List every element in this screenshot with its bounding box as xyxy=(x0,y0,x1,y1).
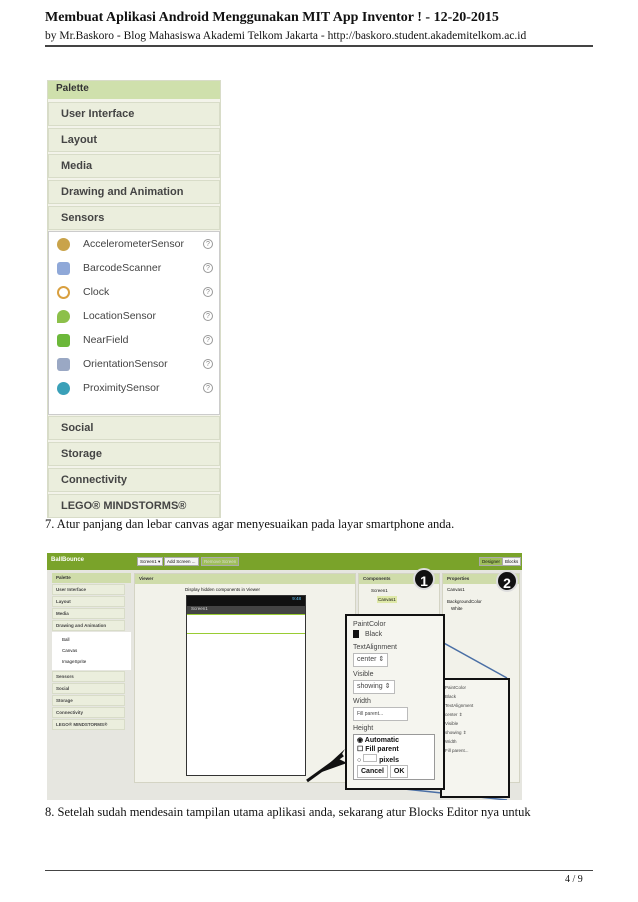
sensor-item xyxy=(49,328,219,352)
canvas-item: Canvas xyxy=(62,648,78,653)
prop-label: PaintColor xyxy=(445,685,467,690)
footer-divider xyxy=(45,870,593,871)
header-divider xyxy=(45,45,593,47)
bg-color-label: BackgroundColor xyxy=(447,599,482,604)
tree-canvas1: Canvas1 xyxy=(378,597,396,602)
properties-component: Canvas1 xyxy=(447,587,465,592)
clock-icon xyxy=(57,286,70,299)
sensor-item xyxy=(49,256,219,280)
category-sensors: Sensors xyxy=(48,206,220,230)
phone-title-bar: Screen1 xyxy=(187,606,305,614)
palette-item: Layout xyxy=(52,596,125,607)
category-social: Social xyxy=(48,416,220,440)
sensor-item xyxy=(49,352,219,376)
step-badge-2: 2 xyxy=(496,570,518,592)
prop-label: TextAlignment xyxy=(445,703,474,708)
cancel-button: Cancel xyxy=(357,765,388,778)
designer-screenshot xyxy=(47,553,522,800)
palette-item: Sensors xyxy=(52,671,125,682)
sensor-label: ProximitySensor xyxy=(83,382,160,394)
location-icon xyxy=(57,310,70,323)
palette-item: User Interface xyxy=(52,584,125,595)
document-subtitle: by Mr.Baskoro - Blog Mahasiswa Akademi Telkom Jakarta - http://baskoro.student.akademitelkom.ac.id xyxy=(45,30,527,42)
properties-header: Properties xyxy=(443,574,519,584)
properties-zoom-large xyxy=(345,614,445,790)
hidden-components-checkbox: Display hidden components in Viewer xyxy=(185,587,260,592)
pixels-option: pixels xyxy=(379,757,399,764)
sensor-label: LocationSensor xyxy=(83,310,156,322)
prop-label: Visible xyxy=(445,721,459,726)
blocks-button: Blocks xyxy=(502,557,521,566)
properties-zoom-small xyxy=(440,678,510,798)
tree-screen1: Screen1 xyxy=(371,588,388,593)
palette-item: Storage xyxy=(52,695,125,706)
palette-item: LEGO® MINDSTORMS® xyxy=(52,719,125,730)
nearfield-icon xyxy=(57,334,70,347)
sensor-list xyxy=(48,231,220,415)
help-icon: ? xyxy=(203,263,213,273)
sensor-item xyxy=(49,376,219,400)
category-layout: Layout xyxy=(48,128,220,152)
help-icon: ? xyxy=(203,239,213,249)
palette-screenshot xyxy=(47,80,221,518)
sensor-item xyxy=(49,304,219,328)
visible-select: showing ⇕ xyxy=(353,680,395,694)
category-drawing-animation: Drawing and Animation xyxy=(48,180,220,204)
category-connectivity: Connectivity xyxy=(48,468,220,492)
page-number: 4 / 9 xyxy=(565,874,583,885)
sensor-label: AccelerometerSensor xyxy=(83,238,184,250)
category-lego: LEGO® MINDSTORMS® xyxy=(48,494,220,518)
components-header: Components xyxy=(359,574,439,584)
width-field: Fill parent... xyxy=(353,707,408,721)
palette-item: Social xyxy=(52,683,125,694)
palette-item: Connectivity xyxy=(52,707,125,718)
paintcolor-value: Black xyxy=(365,631,383,638)
prop-value: showing ⇕ xyxy=(445,730,467,735)
sensor-label: Clock xyxy=(83,286,110,298)
accelerometer-icon xyxy=(57,238,70,251)
designer-button: Designer xyxy=(479,557,503,566)
help-icon: ? xyxy=(203,383,213,393)
category-media: Media xyxy=(48,154,220,178)
step-badge-1: 1 xyxy=(413,568,435,590)
sensor-label: BarcodeScanner xyxy=(83,262,162,274)
viewer-header: Viewer xyxy=(135,574,355,584)
add-screen-button: Add Screen ... xyxy=(164,557,199,566)
ok-button: OK xyxy=(390,765,409,778)
ball-item: Ball xyxy=(62,637,70,642)
help-icon: ? xyxy=(203,287,213,297)
screen-select: Screen1 ▾ xyxy=(137,557,163,566)
proximity-icon xyxy=(57,382,70,395)
palette-item: Media xyxy=(52,608,125,619)
fill-parent-option: Fill parent xyxy=(365,746,399,753)
category-storage: Storage xyxy=(48,442,220,466)
prop-value: Fill parent... xyxy=(445,748,469,753)
step-8-text: 8. Setelah sudah mendesain tampilan utama aplikasi anda, sekarang atur Blocks Editor nya untuk xyxy=(45,805,531,819)
barcode-icon xyxy=(57,262,70,275)
help-icon: ? xyxy=(203,311,213,321)
width-label: Width xyxy=(353,698,371,705)
step-7-text: 7. Atur panjang dan lebar canvas agar menyesuaikan pada layar smartphone anda. xyxy=(45,517,455,531)
orientation-icon xyxy=(57,358,70,371)
prop-value: Black xyxy=(445,694,457,699)
sensor-label: NearField xyxy=(83,334,129,346)
textalignment-select: center ⇕ xyxy=(353,653,388,667)
sensor-item xyxy=(49,280,219,304)
sensor-item xyxy=(49,232,219,256)
prop-value: center ⇕ xyxy=(445,712,463,717)
paintcolor-label: PaintColor xyxy=(353,621,386,628)
height-label: Height xyxy=(353,725,374,732)
document-title: Membuat Aplikasi Android Menggunakan MIT App Inventor ! - 12-20-2015 xyxy=(45,10,499,25)
palette-item: Drawing and Animation xyxy=(52,620,125,631)
phone-status-bar: 9:48 xyxy=(187,596,305,606)
app-name: BallBounce xyxy=(51,557,85,563)
designer-palette-header: Palette xyxy=(52,573,131,583)
remove-screen-button: Remove Screen xyxy=(201,557,239,566)
help-icon: ? xyxy=(203,359,213,369)
height-popup: ◉ Automatic ☐ Fill parent ○ pixels Cancel OK xyxy=(353,734,435,780)
bg-color-value: White xyxy=(451,606,463,611)
sensor-label: OrientationSensor xyxy=(83,358,168,370)
color-swatch xyxy=(353,630,359,638)
help-icon: ? xyxy=(203,335,213,345)
automatic-option: Automatic xyxy=(364,737,400,744)
textalignment-label: TextAlignment xyxy=(353,644,397,651)
category-user-interface: User Interface xyxy=(48,102,220,126)
imagesprite-item: ImageSprite xyxy=(62,659,87,664)
palette-header: Palette xyxy=(48,81,220,99)
prop-label: Width xyxy=(445,739,457,744)
visible-label: Visible xyxy=(353,671,374,678)
